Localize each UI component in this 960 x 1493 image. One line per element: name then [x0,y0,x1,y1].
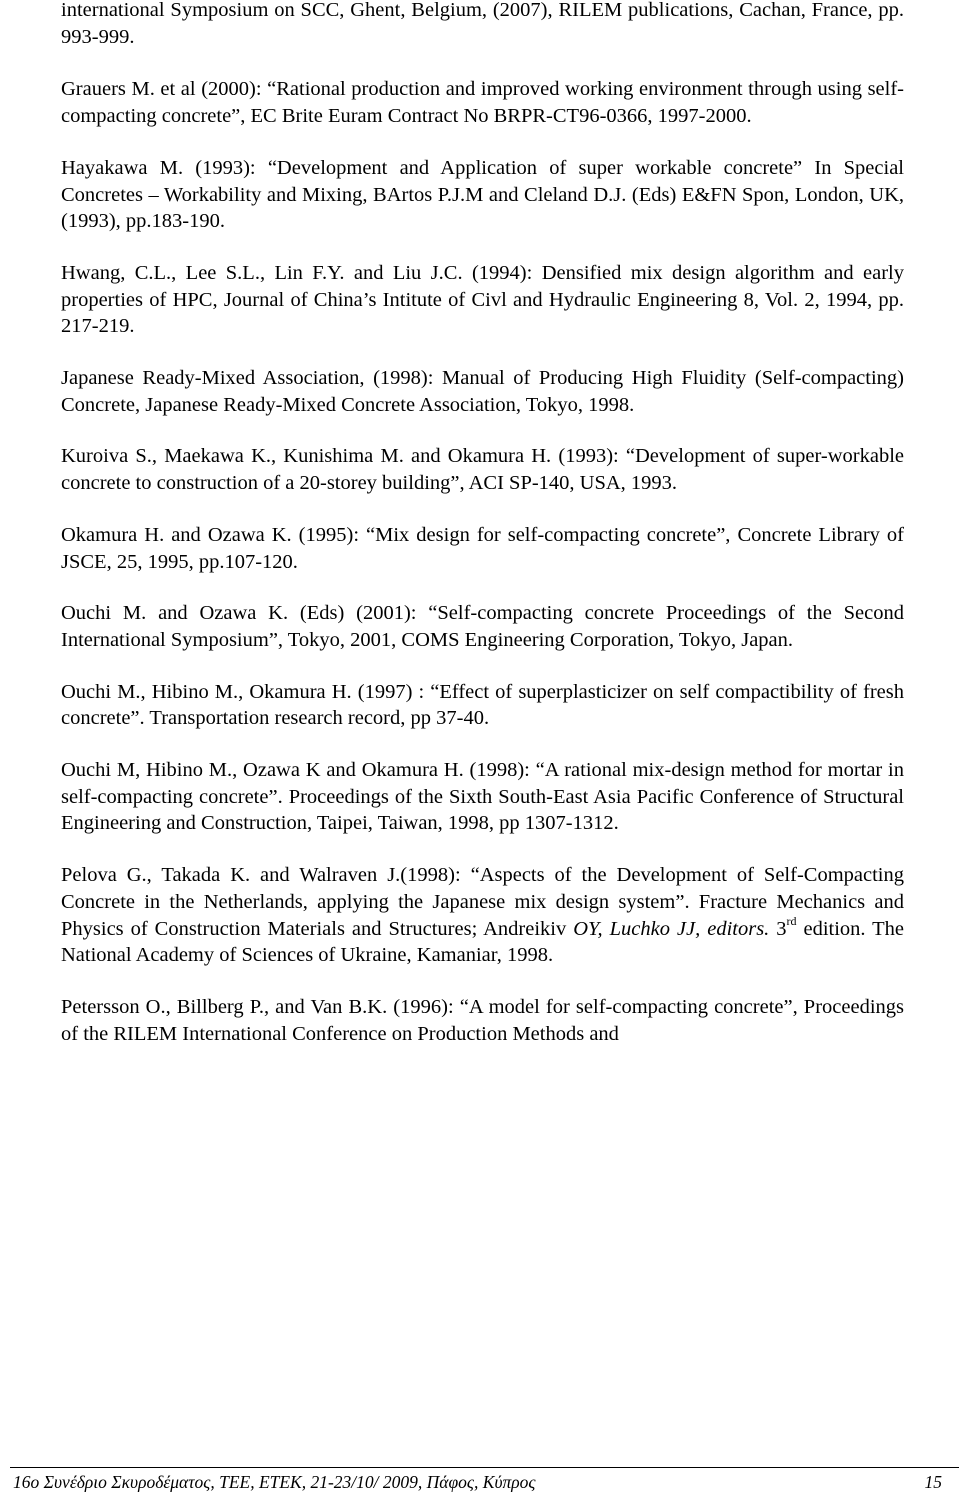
footer-conference-text: 16ο Συνέδριο Σκυροδέματος, ΤΕΕ, ΕΤΕΚ, 21-23/10/ 2009, Πάφος, Κύπρος [13,1472,536,1492]
reference-entry: Kuroiva S., Maekawa K., Kunishima M. and Okamura H. (1993): “Development of super-workable concrete to construction of a 20-storey building”, ACI SP-140, USA, 1993. [61,445,904,495]
edition-superscript: rd [786,913,797,928]
page-number: 15 [924,1472,942,1492]
reference-entry: Hayakawa M. (1993): “Development and Application of super workable concrete” In Special Concretes – Workability and Mixing, BArtos P.J.M and Cleland D.J. (Eds) E&FN Spon, London, UK, (1993), pp.183-190. [61,156,904,233]
footer-divider [10,1467,959,1468]
reference-entry: Ouchi M., Hibino M., Okamura H. (1997) : “Effect of superplasticizer on self compactibility of fresh concrete”. Transportation research record, pp 37-40. [61,680,904,730]
reference-list [61,0,904,1072]
reference-text: edition. The National Academy of Sciences of Ukraine, Kamaniar, 1998. [61,917,905,967]
reference-entry: Japanese Ready-Mixed Association, (1998): Manual of Producing High Fluidity (Self-compacting) Concrete, Japanese Ready-Mixed Concrete Association, Tokyo, 1998. [61,367,904,416]
reference-editors-italic: OY, Luchko JJ, editors. [566,917,770,940]
page-footer [0,1460,960,1491]
reference-entry: Okamura H. and Ozawa K. (1995): “Mix design for self-compacting concrete”, Concrete Library of JSCE, 25, 1995, pp.107-120. [61,523,904,573]
reference-text: Pelova G., Takada K. and Walraven J.(1998): “Aspects of the Development of Self-Compacting Concrete in the Netherlands, applying the Japanese mix design system”. Fracture Mechanics and Physics of Construction Materials and Structures; Andreikiv [61,864,904,940]
reference-entry: Grauers M. et al (2000): “Rational production and improved working environment through using self-compacting concrete”, EC Brite Euram Contract No BRPR-CT96-0366, 1997-2000. [61,78,904,128]
reference-entry [61,862,904,969]
reference-entry: international Symposium on SCC, Ghent, Belgium, (2007), RILEM publications, Cachan, France, pp. 993-999. [61,0,904,48]
reference-entry: Petersson O., Billberg P., and Van B.K. (1996): “A model for self-compacting concrete”, Proceedings of the RILEM International Conference on Production Methods and [61,995,904,1045]
reference-entry: Hwang, C.L., Lee S.L., Lin F.Y. and Liu J.C. (1994): Densified mix design algorithm and early properties of HPC, Journal of China’s Intitute of Civl and Hydraulic Engineering 8, Vol. 2, 1994, pp. 217-219. [61,261,904,338]
reference-entry: Ouchi M, Hibino M., Ozawa K and Okamura H. (1998): “A rational mix-design method for mortar in self-compacting concrete”. Proceedings of the Sixth South-East Asia Pacific Conference of Structural Engineering and Construction, Taipei, Taiwan, 1998, pp 1307-1312. [61,759,904,835]
reference-entry: Ouchi M. and Ozawa K. (Eds) (2001): “Self-compacting concrete Proceedings of the Second International Symposium”, Tokyo, 2001, COMS Engineering Corporation, Tokyo, Japan. [61,602,904,651]
reference-text: 3 [769,917,787,940]
